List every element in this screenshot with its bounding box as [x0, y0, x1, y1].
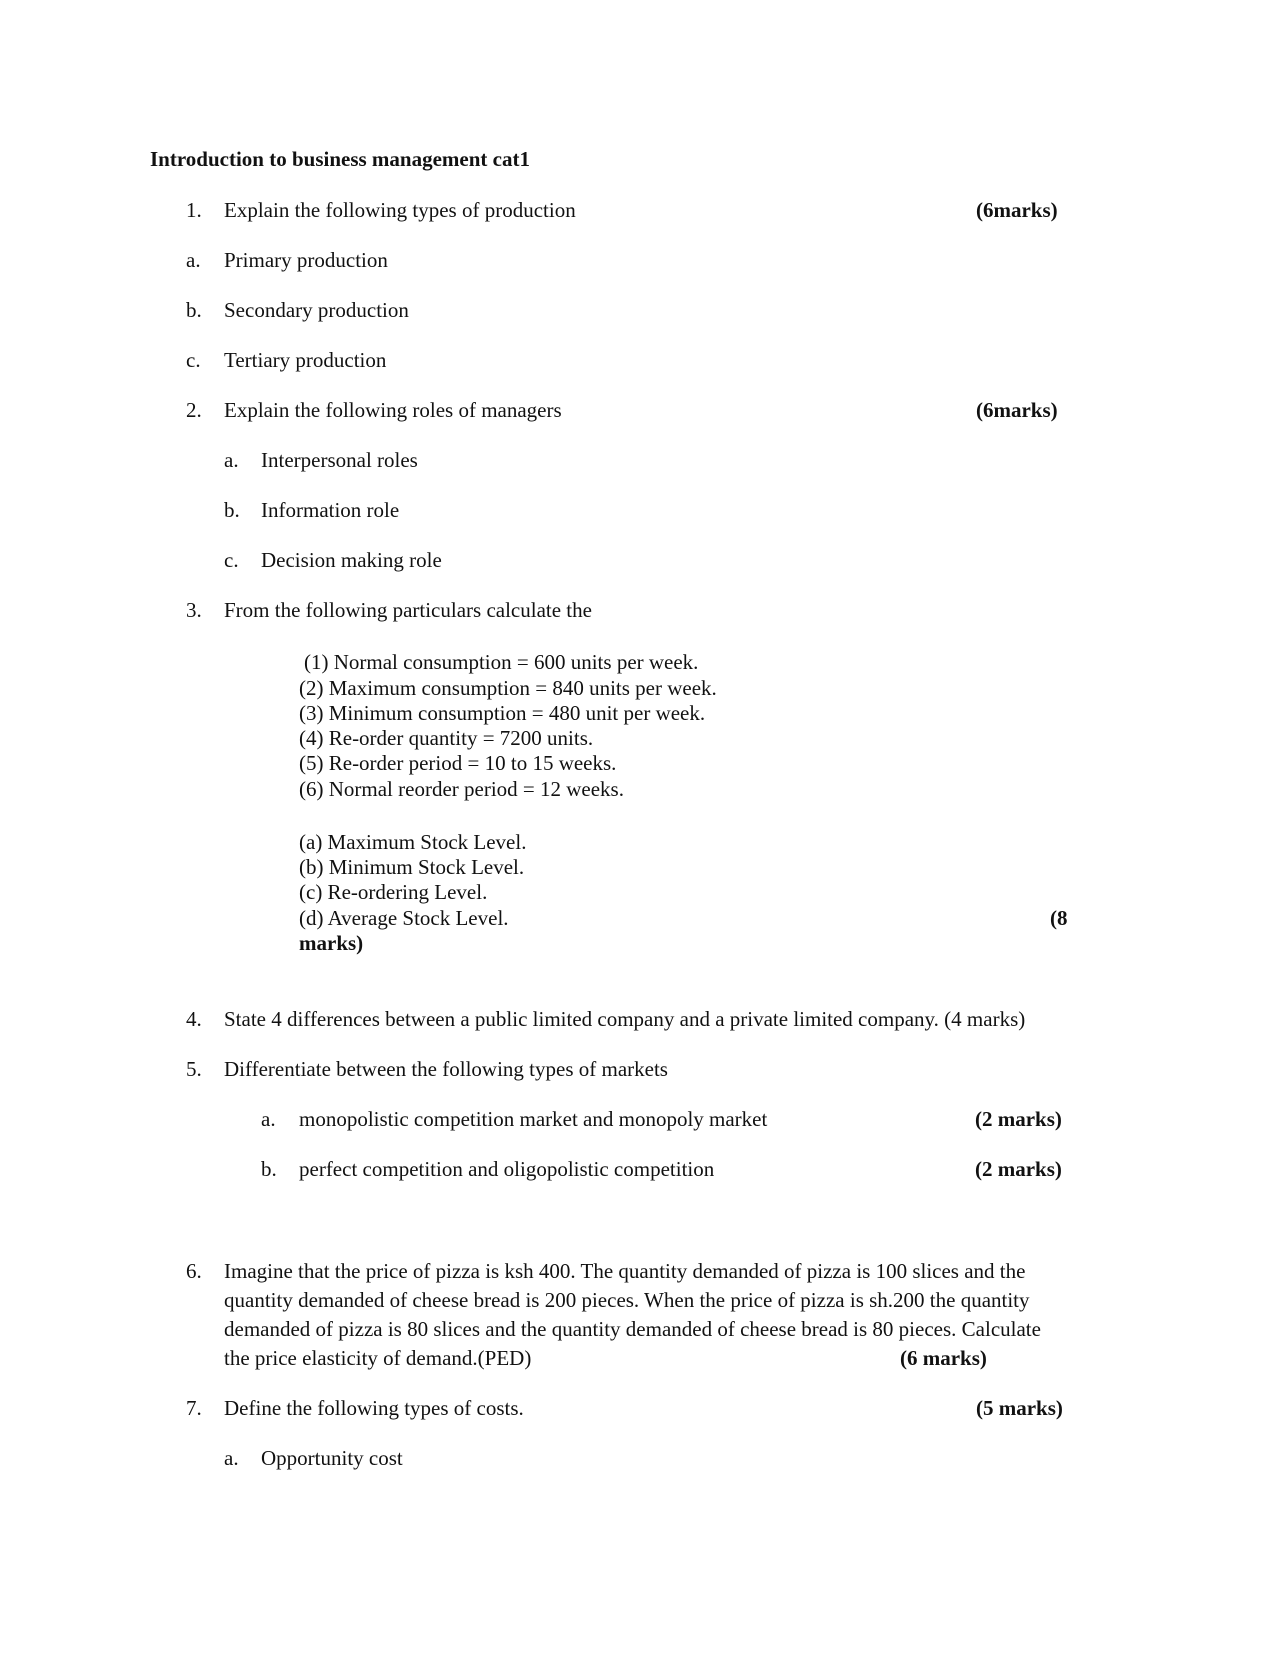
question-text: Define the following types of costs. [224, 1396, 524, 1420]
question-text: State 4 differences between a public limited company and a private limited company. (4 marks) [224, 1007, 1026, 1031]
question-marks: (6marks) [976, 198, 1058, 222]
question-text: Differentiate between the following types of markets [224, 1057, 668, 1081]
task-line: (b) Minimum Stock Level. [299, 855, 525, 879]
item-text: monopolistic competition market and monopoly market [299, 1107, 768, 1131]
question-marks-continued: marks) [299, 931, 364, 955]
question-text-line: quantity demanded of cheese bread is 200 pieces. When the price of pizza is sh.200 the quantity [224, 1288, 1030, 1312]
question-marks: (6 marks) [900, 1346, 987, 1370]
question-marks: (8 [1050, 906, 1068, 930]
item-label: c. [186, 348, 201, 372]
question-number: 5. [186, 1057, 202, 1081]
particular-line: (2) Maximum consumption = 840 units per week. [299, 676, 717, 700]
item-label: a. [224, 448, 239, 472]
question-text-line: demanded of pizza is 80 slices and the quantity demanded of cheese bread is 80 pieces. Calculate [224, 1317, 1041, 1341]
item-label: c. [224, 548, 239, 572]
item-text: Tertiary production [224, 348, 387, 372]
item-text: Secondary production [224, 298, 409, 322]
question-text-line: Imagine that the price of pizza is ksh 400. The quantity demanded of pizza is 100 slices and the [224, 1259, 1026, 1283]
particular-line: (6) Normal reorder period = 12 weeks. [299, 777, 624, 801]
question-marks: (6marks) [976, 398, 1058, 422]
document-title: Introduction to business management cat1 [150, 147, 530, 171]
particular-line: (1) Normal consumption = 600 units per week. [304, 650, 699, 674]
item-marks: (2 marks) [975, 1107, 1062, 1131]
task-line: (a) Maximum Stock Level. [299, 830, 527, 854]
question-marks: (5 marks) [976, 1396, 1063, 1420]
item-text: Decision making role [261, 548, 442, 572]
item-text: Primary production [224, 248, 388, 272]
task-line: (c) Re-ordering Level. [299, 880, 488, 904]
question-number: 2. [186, 398, 202, 422]
question-text: From the following particulars calculate the [224, 598, 592, 622]
item-label: b. [186, 298, 202, 322]
item-text: perfect competition and oligopolistic competition [299, 1157, 715, 1181]
particular-line: (3) Minimum consumption = 480 unit per week. [299, 701, 706, 725]
task-line: (d) Average Stock Level. [299, 906, 509, 930]
question-text: Explain the following types of production [224, 198, 576, 222]
item-text: Information role [261, 498, 400, 522]
question-number: 4. [186, 1007, 202, 1031]
item-label: a. [261, 1107, 276, 1131]
question-text-line: the price elasticity of demand.(PED) [224, 1346, 532, 1370]
item-label: b. [261, 1157, 277, 1181]
question-number: 1. [186, 198, 202, 222]
question-number: 3. [186, 598, 202, 622]
particular-line: (4) Re-order quantity = 7200 units. [299, 726, 594, 750]
item-text: Opportunity cost [261, 1446, 403, 1470]
question-number: 7. [186, 1396, 202, 1420]
item-marks: (2 marks) [975, 1157, 1062, 1181]
question-number: 6. [186, 1259, 202, 1283]
question-text: Explain the following roles of managers [224, 398, 562, 422]
particular-line: (5) Re-order period = 10 to 15 weeks. [299, 751, 617, 775]
item-text: Interpersonal roles [261, 448, 418, 472]
item-label: a. [186, 248, 201, 272]
item-label: a. [224, 1446, 239, 1470]
item-label: b. [224, 498, 240, 522]
